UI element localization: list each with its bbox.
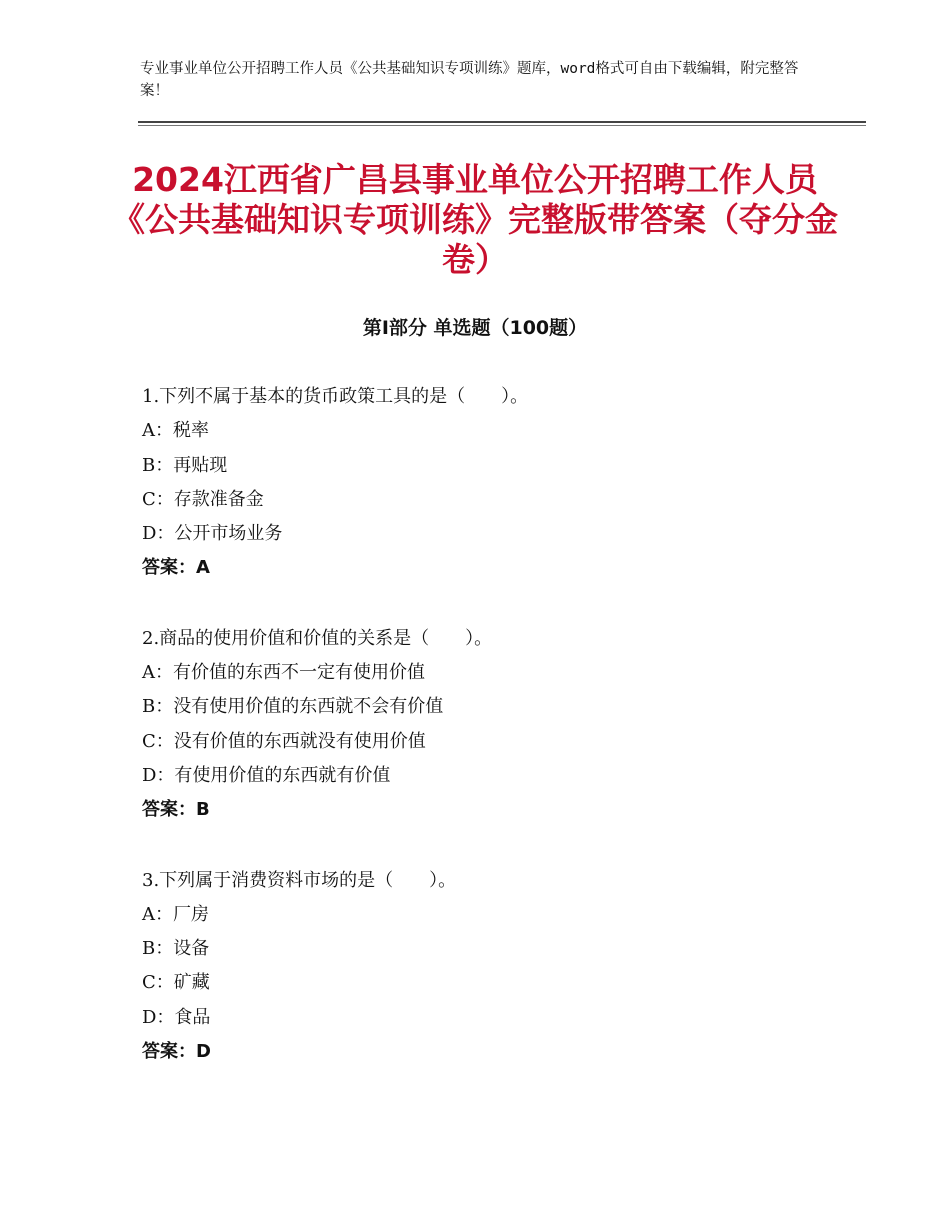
question-stem: 1.下列不属于基本的货币政策工具的是（ ）。 bbox=[142, 386, 529, 407]
option-b: B：没有使用价值的东西就不会有价值 bbox=[142, 696, 444, 718]
section-heading: 第Ⅰ部分 单选题（100题） bbox=[362, 317, 588, 339]
header-note: 专业事业单位公开招聘工作人员《公共基础知识专项训练》题库，word格式可自由下载编辑，附完整答案！ bbox=[140, 61, 799, 99]
document-title: 2024江西省广昌县事业单位公开招聘工作人员《公共基础知识专项训练》完整版带答案（夺分金卷） bbox=[112, 160, 838, 279]
question-3 bbox=[142, 864, 862, 1070]
option-d: D：食品 bbox=[142, 1006, 211, 1028]
question-2 bbox=[142, 622, 862, 828]
option-c: C：矿藏 bbox=[142, 972, 210, 994]
header-rule-thick bbox=[138, 121, 866, 123]
answer: 答案：D bbox=[142, 1041, 211, 1063]
option-c: C：存款准备金 bbox=[142, 488, 264, 510]
answer: 答案：A bbox=[142, 557, 210, 579]
option-a: A：有价值的东西不一定有使用价值 bbox=[142, 662, 425, 684]
option-d: D：有使用价值的东西就有价值 bbox=[142, 764, 391, 786]
question-stem: 3.下列属于消费资料市场的是（ ）。 bbox=[142, 869, 457, 891]
question-stem: 2.商品的使用价值和价值的关系是（ ）。 bbox=[142, 627, 493, 649]
answer: 答案：B bbox=[142, 799, 210, 821]
question-list bbox=[142, 380, 862, 1105]
option-c: C：没有价值的东西就没有使用价值 bbox=[142, 730, 426, 752]
question-1 bbox=[142, 380, 862, 586]
option-b: B：再贴现 bbox=[142, 454, 228, 476]
header-rule-thin bbox=[138, 125, 866, 126]
option-a: A：厂房 bbox=[142, 903, 209, 925]
option-d: D：公开市场业务 bbox=[142, 523, 283, 545]
option-a: A：税率 bbox=[142, 420, 209, 442]
option-b: B：设备 bbox=[142, 938, 210, 960]
